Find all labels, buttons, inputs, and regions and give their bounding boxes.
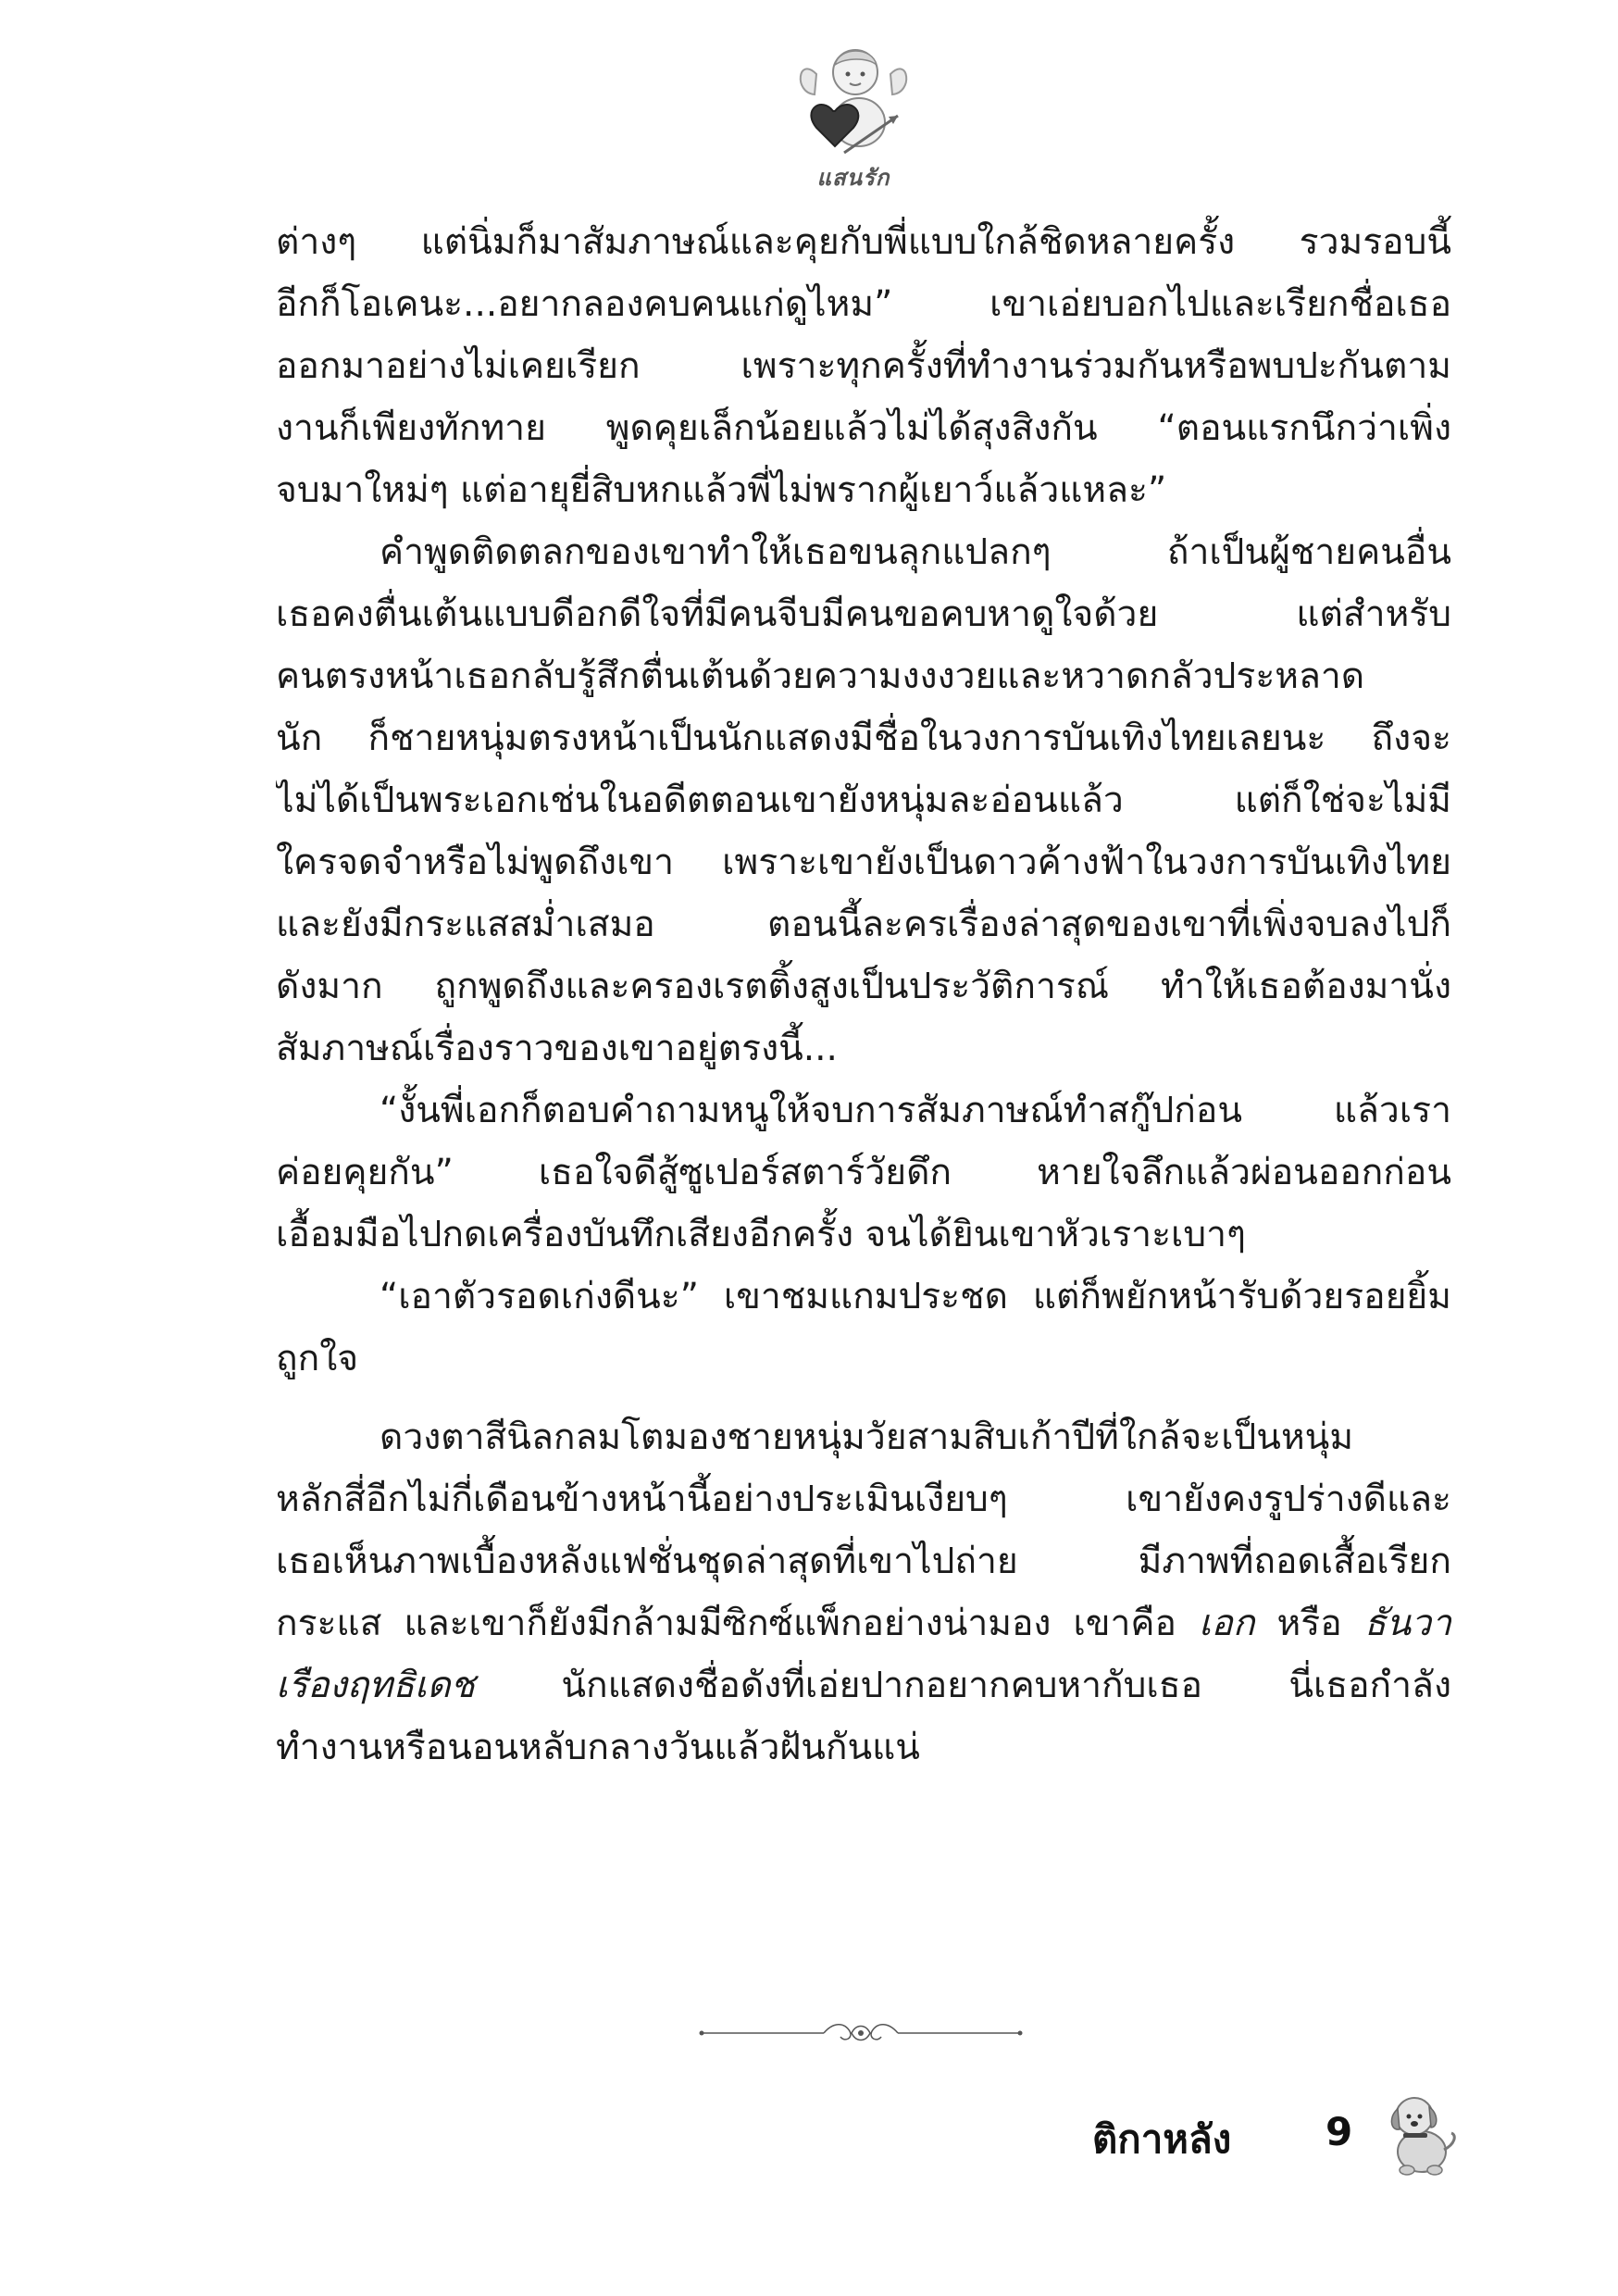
ornament-divider-icon xyxy=(694,2015,1027,2052)
text-line: งานก็เพียงทักทาย พูดคุยเล็กน้อยแล้วไม่ได้สุงสิงกัน “ตอนแรกนึกว่าเพิ่ง xyxy=(276,407,1451,449)
text-line xyxy=(276,1654,1451,1716)
text-line: จบมาใหม่ๆ แต่อายุยี่สิบหกแล้วพี่ไม่พรากผู้เยาว์แล้วแหละ” xyxy=(276,469,1167,511)
italic-surname: เรืองฤทธิเดช xyxy=(276,1665,475,1706)
text-line: ดังมาก ถูกพูดถึงและครองเรตติ้งสูงเป็นประวัติการณ์ ทำให้เธอต้องมานั่ง xyxy=(276,966,1451,1007)
text-line: คนตรงหน้าเธอกลับรู้สึกตื่นเต้นด้วยความงงงวยและหวาดกลัวประหลาด xyxy=(276,655,1365,697)
text-segment: นักแสดงชื่อดังที่เอ่ยปากอยากคบหากับเธอ นี่เธอกำลัง xyxy=(475,1665,1451,1706)
text-line: ทำงานหรือนอนหลับกลางวันแล้วฝันกันแน่ xyxy=(276,1727,920,1768)
text-line: เธอเห็นภาพเบื้องหลังแฟชั่นชุดล่าสุดที่เขาไปถ่าย มีภาพที่ถอดเสื้อเรียก xyxy=(276,1541,1451,1582)
italic-name-thanwa: ธันวา xyxy=(1363,1603,1451,1644)
text-line: ใครจดจำหรือไม่พูดถึงเขา เพราะเขายังเป็นดาวค้างฟ้าในวงการบันเทิงไทย xyxy=(276,842,1451,883)
body-text xyxy=(276,211,1451,1778)
text-line: สัมภาษณ์เรื่องราวของเขาอยู่ตรงนี้... xyxy=(276,1028,838,1069)
text-line: ไม่ได้เป็นพระเอกเช่นในอดีตตอนเขายังหนุ่มละอ่อนแล้ว แต่ก็ใช่จะไม่มี xyxy=(276,780,1451,821)
text-line: หลักสี่อีกไม่กี่เดือนข้างหน้านี้อย่างประเมินเงียบๆ เขายังคงรูปร่างดีและ xyxy=(276,1479,1451,1520)
cupid-logo xyxy=(789,37,918,191)
text-line: “งั้นพี่เอกก็ตอบคำถามหนูให้จบการสัมภาษณ์ทำสกู๊ปก่อน แล้วเรา xyxy=(380,1090,1451,1131)
text-line: นัก ก็ชายหนุ่มตรงหน้าเป็นนักแสดงมีชื่อในวงการบันเทิงไทยเลยนะ ถึงจะ xyxy=(276,718,1451,759)
dog-icon xyxy=(1377,2085,1461,2177)
text-segment: กระแส และเขาก็ยังมีกล้ามมีซิกซ์แพ็กอย่างน่ามอง เขาคือ xyxy=(276,1603,1200,1644)
text-line: ค่อยคุยกัน” เธอใจดีสู้ซูเปอร์สตาร์วัยดึก หายใจลึกแล้วผ่อนออกก่อน xyxy=(276,1152,1451,1193)
text-line: คำพูดติดตลกของเขาทำให้เธอขนลุกแปลกๆ ถ้าเป็นผู้ชายคนอื่น xyxy=(380,531,1451,573)
cupid-heart-icon xyxy=(789,37,918,167)
text-line: ดวงตาสีนิลกลมโตมองชายหนุ่มวัยสามสิบเก้าปีที่ใกล้จะเป็นหนุ่ม xyxy=(380,1416,1354,1458)
text-segment: หรือ xyxy=(1254,1603,1364,1644)
book-title: ติกาหลัง xyxy=(1092,2116,1232,2162)
text-line: ออกมาอย่างไม่เคยเรียก เพราะทุกครั้งที่ทำงานร่วมกันหรือพบปะกันตาม xyxy=(276,345,1451,387)
text-line: และยังมีกระแสสม่ำเสมอ ตอนนี้ละครเรื่องล่าสุดของเขาที่เพิ่งจบลงไปก็ xyxy=(276,904,1451,945)
italic-name-eak: เอก xyxy=(1199,1603,1255,1644)
text-line: ต่างๆ แต่นิ่มก็มาสัมภาษณ์และคุยกับพี่แบบใกล้ชิดหลายครั้ง รวมรอบนี้ xyxy=(276,221,1451,263)
page-number: 9 xyxy=(1326,2109,1353,2154)
text-line: “เอาตัวรอดเก่งดีนะ” เขาชมแกมประชด แต่ก็พยักหน้ารับด้วยรอยยิ้ม xyxy=(380,1276,1451,1317)
text-line: อีกก็โอเคนะ...อยากลองคบคนแก่ดูไหม” เขาเอ่ยบอกไปและเรียกชื่อเธอ xyxy=(276,283,1451,325)
text-line: เธอคงตื่นเต้นแบบดีอกดีใจที่มีคนจีบมีคนขอคบหาดูใจด้วย แต่สำหรับ xyxy=(276,593,1451,635)
text-line xyxy=(276,1592,1451,1654)
text-line: ถูกใจ xyxy=(276,1338,359,1379)
text-line: เอื้อมมือไปกดเครื่องบันทึกเสียงอีกครั้ง จนได้ยินเขาหัวเราะเบาๆ xyxy=(276,1214,1246,1255)
logo-text: แสนรัก xyxy=(816,165,890,191)
